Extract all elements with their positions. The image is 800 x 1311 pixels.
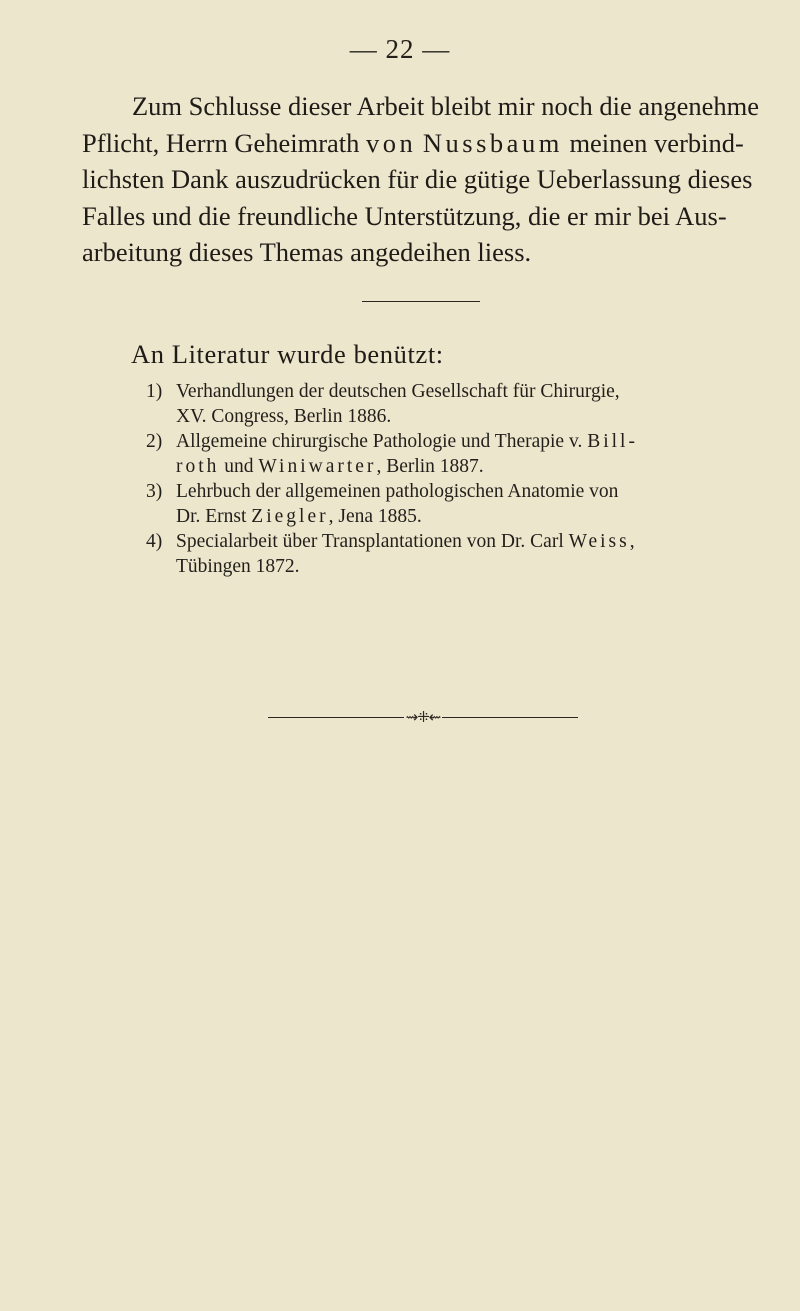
reference-text: Verhandlungen der deutschen Gesellschaft für Chirurgie, bbox=[176, 381, 620, 402]
reference-line bbox=[176, 529, 756, 554]
paragraph-line: Falles und die freundliche Unterstützung, die er mir bei Aus- bbox=[82, 200, 727, 231]
author-name-weiss: Weiss bbox=[568, 531, 630, 552]
paragraph-text: Zum Schlusse dieser Arbeit bleibt mir noch die angenehme bbox=[132, 91, 760, 121]
literature-heading: An Literatur wurde benützt: bbox=[131, 339, 444, 369]
reference-number: 1) bbox=[146, 381, 163, 402]
reference-number: 3) bbox=[146, 481, 163, 502]
reference-line bbox=[176, 454, 756, 479]
end-ornament-icon: ⇝⁜⇜ bbox=[405, 708, 441, 726]
paragraph-line: arbeitung dieses Themas angedeihen liess. bbox=[82, 237, 532, 267]
page-number: — 22 — bbox=[349, 34, 451, 64]
reference-line bbox=[176, 429, 756, 454]
author-name-ziegler: Ziegler bbox=[251, 506, 329, 527]
reference-text: Specialarbeit über Transplantationen von Dr. Carl bbox=[176, 531, 569, 552]
ornament-rule-left bbox=[268, 717, 404, 718]
closing-paragraph bbox=[82, 88, 760, 271]
author-name-winiwarter: Winiwarter bbox=[258, 456, 377, 477]
reference-text: Allgemeine chirurgische Pathologie und Therapie v. bbox=[176, 431, 588, 452]
reference-line bbox=[176, 504, 756, 529]
reference-text: Lehrbuch der allgemeinen pathologischen Anatomie von bbox=[176, 481, 619, 502]
reference-item bbox=[146, 529, 756, 579]
reference-item bbox=[146, 429, 756, 479]
paragraph-line: lichsten Dank auszudrücken für die gütige Ueberlassung dieses bbox=[82, 164, 753, 194]
reference-text: Tübingen 1872. bbox=[176, 556, 300, 577]
reference-item bbox=[146, 479, 756, 529]
paragraph-text: Pflicht, Herrn Geheimrath bbox=[82, 127, 367, 158]
person-name-nussbaum: Nussbaum bbox=[422, 127, 563, 158]
reference-number: 4) bbox=[146, 531, 163, 552]
reference-number: 2) bbox=[146, 431, 163, 452]
reference-item bbox=[146, 379, 756, 429]
author-name-billroth: roth bbox=[176, 456, 220, 477]
paragraph-line bbox=[82, 88, 760, 125]
reference-text: XV. Congress, Berlin 1886. bbox=[176, 406, 392, 427]
reference-text: , bbox=[629, 531, 635, 552]
ornament-rule-right bbox=[442, 717, 578, 718]
paragraph-text: meinen verbind- bbox=[562, 127, 744, 158]
particle-von: von bbox=[366, 127, 417, 158]
reference-list bbox=[146, 379, 756, 579]
reference-text: Dr. Ernst bbox=[176, 506, 252, 527]
section-divider bbox=[362, 301, 480, 302]
reference-text: , Jena 1885. bbox=[328, 506, 422, 527]
paragraph-line bbox=[82, 125, 744, 162]
reference-text: und bbox=[219, 456, 259, 477]
end-ornament bbox=[268, 708, 578, 726]
author-name-billroth: Bill- bbox=[587, 431, 638, 452]
reference-text: , Berlin 1887. bbox=[376, 456, 484, 477]
